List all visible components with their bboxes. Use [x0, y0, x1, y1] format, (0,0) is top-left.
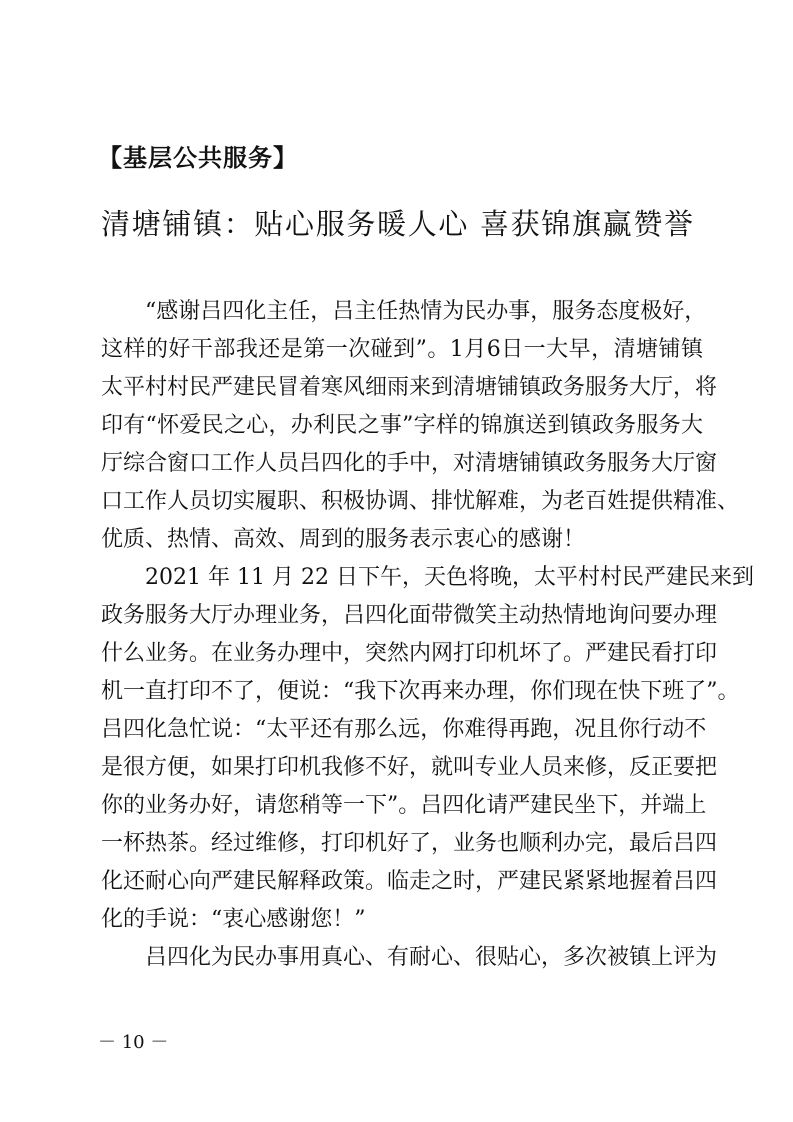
paragraph-line: 机一直打印不了，便说：“我下次再来办理，你们现在快下班了”。 [101, 679, 740, 704]
paragraph-line: 是很方便，如果打印机我修不好，就叫专业人员来修，反正要把 [101, 755, 718, 780]
paragraph-line: 厅综合窗口工作人员吕四化的手中，对清塘铺镇政务服务大厅窗 [101, 451, 718, 476]
paragraph-line: 你的业务办好，请您稍等一下”。吕四化请严建民坐下，并端上 [101, 793, 707, 818]
section-heading: 【基层公共服务】 [98, 144, 298, 172]
page-number: － 10 － [98, 1032, 169, 1053]
paragraph-line: 化的手说：“衷心感谢您！” [101, 907, 366, 932]
paragraph-line: 化还耐心向严建民解释政策。临走之时，严建民紧紧地握着吕四 [101, 869, 718, 894]
paragraph-line: 吕四化为民办事用真心、有耐心、很贴心，多次被镇上评为 [145, 945, 718, 970]
paragraph-line: 政务服务大厅办理业务，吕四化面带微笑主动热情地询问要办理 [101, 603, 718, 628]
paragraph-line: 印有“怀爱民之心，办利民之事”字样的锦旗送到镇政务服务大 [101, 413, 703, 438]
paragraph-line: 口工作人员切实履职、积极协调、排忧解难，为老百姓提供精准、 [101, 489, 740, 514]
paragraph-line: 吕四化急忙说：“太平还有那么远，你难得再跑，况且你行动不 [101, 717, 707, 742]
paragraph-line: 太平村村民严建民冒着寒风细雨来到清塘铺镇政务服务大厅，将 [101, 375, 718, 400]
paragraph-line: 一杯热茶。经过维修，打印机好了，业务也顺利办完，最后吕四 [101, 831, 718, 856]
paragraph-line: “感谢吕四化主任，吕主任热情为民办事，服务态度极好， [145, 299, 707, 324]
paragraph-line: 2021 年 11 月 22 日下午，天色将晚，太平村村民严建民来到 [145, 565, 754, 590]
paragraph-line: 什么业务。在业务办理中，突然内网打印机坏了。严建民看打印 [101, 641, 718, 666]
article-body [101, 293, 754, 977]
paragraph-line: 这样的好干部我还是第一次碰到”。1月6日一大早，清塘铺镇 [101, 337, 703, 362]
article-title: 清塘铺镇：贴心服务暖人心 喜获锦旗赢赞誉 [101, 207, 693, 241]
paragraph-line: 优质、热情、高效、周到的服务表示衷心的感谢！ [101, 527, 586, 552]
